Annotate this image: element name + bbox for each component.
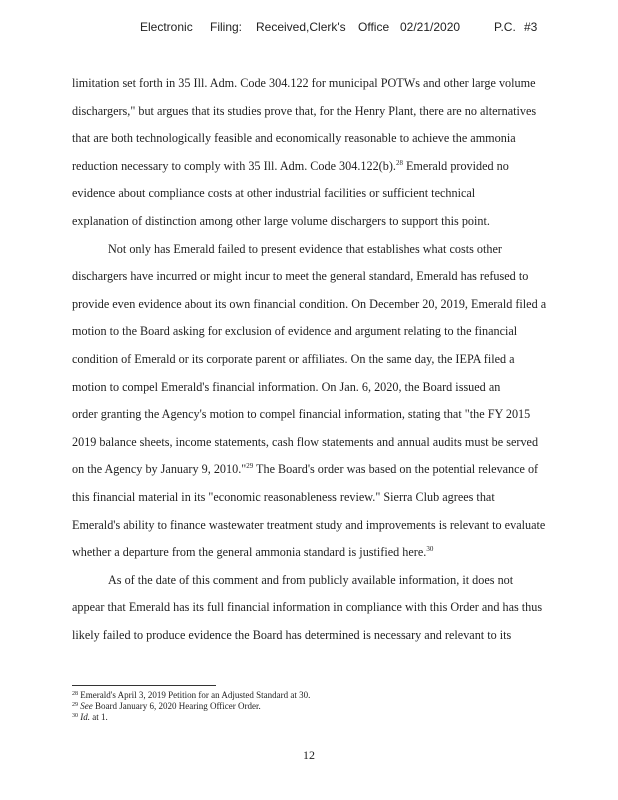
body-line: likely failed to produce evidence the Board has determined is necessary and relevant to its	[72, 627, 512, 642]
stamp-pc: P.C.	[494, 20, 516, 34]
footnote-number: 29	[72, 702, 78, 708]
body-line: condition of Emerald or its corporate parent or affiliates. On the same day, the IEPA filed a	[72, 351, 515, 366]
body-line-with-footnote	[72, 153, 602, 181]
body-line-text: reduction necessary to comply with 35 Ill. Adm. Code 304.122(b).	[72, 158, 396, 173]
stamp-date: 02/21/2020	[400, 20, 461, 34]
body-line: limitation set forth in 35 Ill. Adm. Code 304.122 for municipal POTWs and other large volume	[72, 76, 536, 90]
footnote-separator	[72, 685, 216, 686]
body-line: that are both technologically feasible and economically reasonable to achieve the ammonia	[72, 131, 516, 146]
paragraph-3	[72, 567, 602, 650]
body-line-tail: Emerald provided no	[402, 158, 509, 173]
paragraph-2	[72, 236, 602, 567]
footnote-signal: Id.	[80, 712, 90, 722]
footnote-30	[72, 712, 592, 723]
body-line-text: on the Agency by January 9, 2010."	[72, 462, 247, 477]
stamp-filing: Filing:	[210, 20, 243, 34]
body-line: provide even evidence about its own financial condition. On December 20, 2019, Emerald filed a	[72, 296, 547, 311]
footnote-text: Board January 6, 2020 Hearing Officer Order.	[92, 701, 261, 711]
body-line: appear that Emerald has its full financial information in compliance with this Order and has thus	[72, 600, 543, 615]
footnotes	[72, 690, 592, 723]
body-line: dischargers have incurred or might incur to meet the general standard, Emerald has refused to	[72, 269, 529, 284]
footnote-28	[72, 690, 592, 701]
body-line: evidence about compliance costs at other industrial facilities or sufficient technical	[72, 186, 476, 201]
body-line: this financial material in its "economic reasonableness review." Sierra Club agrees that	[72, 489, 495, 504]
stamp-office: Office	[358, 20, 390, 34]
body-line-with-footnote	[72, 456, 602, 484]
footnote-ref-28: 28	[395, 158, 403, 167]
body-line: order granting the Agency's motion to compel financial information, stating that "the FY 2015	[72, 407, 531, 422]
body-line-tail: The Board's order was based on the potential relevance of	[253, 462, 539, 477]
stamp-number: #3	[524, 20, 538, 34]
footnote-number: 28	[72, 691, 78, 697]
body-line: Not only has Emerald failed to present evidence that establishes what costs other	[108, 241, 502, 256]
footnote-signal: See	[80, 701, 93, 711]
document-body	[72, 70, 602, 649]
footnote-ref-29: 29	[246, 462, 254, 471]
body-line: explanation of distinction among other large volume dischargers to support this point.	[72, 213, 490, 228]
body-line: 2019 balance sheets, income statements, cash flow statements and annual audits must be served	[72, 434, 539, 449]
body-line: motion to compel Emerald's financial information. On Jan. 6, 2020, the Board issued an	[72, 379, 501, 394]
footnote-29	[72, 701, 592, 712]
body-line-with-footnote	[72, 539, 602, 567]
body-line: dischargers," but argues that its studies prove that, for the Henry Plant, there are no alternatives	[72, 103, 537, 118]
body-line: As of the date of this comment and from publicly available information, it does not	[108, 572, 514, 587]
footnote-text: at 1.	[90, 712, 108, 722]
footnote-ref-30: 30	[426, 545, 434, 554]
paragraph-1	[72, 70, 602, 236]
stamp-received: Received,Clerk's	[256, 20, 346, 34]
body-line: Emerald's ability to finance wastewater treatment study and improvements is relevant to evaluate	[72, 517, 546, 532]
body-line: motion to the Board asking for exclusion of evidence and argument relating to the financial	[72, 324, 518, 339]
page-number: 12	[303, 748, 315, 762]
body-line-text: whether a departure from the general ammonia standard is justified here.	[72, 545, 427, 560]
footnote-number: 30	[72, 713, 78, 719]
stamp-electronic: Electronic	[140, 20, 193, 34]
footnote-text: Emerald's April 3, 2019 Petition for an Adjusted Standard at 30.	[80, 690, 311, 700]
